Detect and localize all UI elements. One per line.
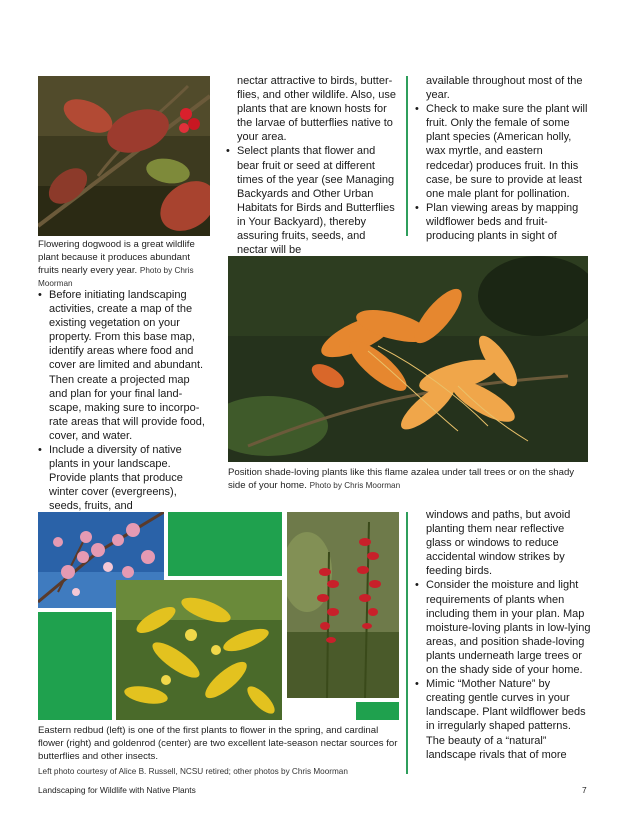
green-accent-block <box>38 612 112 720</box>
azalea-caption-text: Position shade-loving plants like this flame azalea under tall trees or on the shady side of your home. <box>228 467 575 491</box>
list-item: • Select plants that flower and bear fruit or seed at different times of the year (see Managing Backyards and Other Urban Habitats for Birds and Butterflies in Your Backyard), thereby assuring fruits, seeds, and nectar will be <box>226 144 396 257</box>
text-column-left <box>38 288 210 514</box>
dogwood-caption-credit: Photo by Chris Moorman <box>38 266 194 288</box>
green-accent-block <box>168 512 282 576</box>
list-item: • Plan viewing areas by mapping wildflower beds and fruit-producing plants in sight of <box>415 201 591 243</box>
green-accent-block <box>356 702 399 720</box>
list-item: • Mimic “Mother Nature” by creating gentle curves in your landscape. Plant wildflower beds in irregularly shaped patterns. The beauty of a “natural” landscape rivals that of more <box>415 677 591 762</box>
cardinal-flower-photo <box>287 512 399 698</box>
continued-paragraph: available throughout most of the year. <box>426 75 583 102</box>
dogwood-caption <box>38 238 210 290</box>
list-item: • Consider the moisture and light requirements of plants when including them in your plan. Map moisture-loving plants in low-lying areas, and position shade-loving plants underneath large trees or on the shady side of your home. <box>415 578 591 677</box>
text-column-middle <box>226 74 396 257</box>
collage-caption-text: Eastern redbud (left) is one of the first plants to flower in the spring, and cardinal flower (right) and goldenrod (center) are two excellent late-season nectar sources for butterflies and other insects. <box>38 725 398 762</box>
azalea-caption <box>228 466 588 492</box>
goldenrod-photo <box>116 580 282 720</box>
azalea-photo <box>228 256 588 462</box>
list-item: • Before initiating landscaping activities, create a map of the existing vegetation on your property. From this base map, identify areas where food and cover are limited and abundant. Then create a projected map and plan for your final land-scape, making sure to incorpo-rate areas that will provide food, cover, and water. <box>38 288 210 443</box>
dogwood-caption-text: Flowering dogwood is a great wildlife plant because it produces abundant fruits nearly every year. <box>38 239 195 276</box>
text-column-right-top <box>415 74 591 243</box>
collage-caption-credit: Left photo courtesy of Alice B. Russell, NCSU retired; other photos by Chris Moorman <box>38 767 348 776</box>
list-item: • Check to make sure the plant will fruit. Only the female of some plant species (American holly, wax myrtle, and eastern redcedar) produces fruit. In this case, be sure to provide at least one male plant for pollination. <box>415 102 591 201</box>
footer-title: Landscaping for Wildlife with Native Plants <box>38 785 196 795</box>
page-number: 7 <box>582 785 587 795</box>
collage-caption <box>38 724 398 778</box>
column-divider <box>406 512 408 774</box>
continued-paragraph: nectar attractive to birds, butter-flies, and other wildlife. Also, use plants that are known hosts for the larvae of butterflies native to your area. <box>237 75 396 144</box>
column-divider <box>406 76 408 236</box>
dogwood-photo <box>38 76 210 236</box>
continued-paragraph: windows and paths, but avoid planting them near reflective glass or windows to reduce accidental window strikes by feeding birds. <box>426 509 571 578</box>
azalea-caption-credit: Photo by Chris Moorman <box>309 481 401 490</box>
list-item: • Include a diversity of native plants in your landscape. Provide plants that produce winter cover (evergreens), seeds, fruits, and <box>38 443 210 513</box>
text-column-right-bottom <box>415 508 591 762</box>
